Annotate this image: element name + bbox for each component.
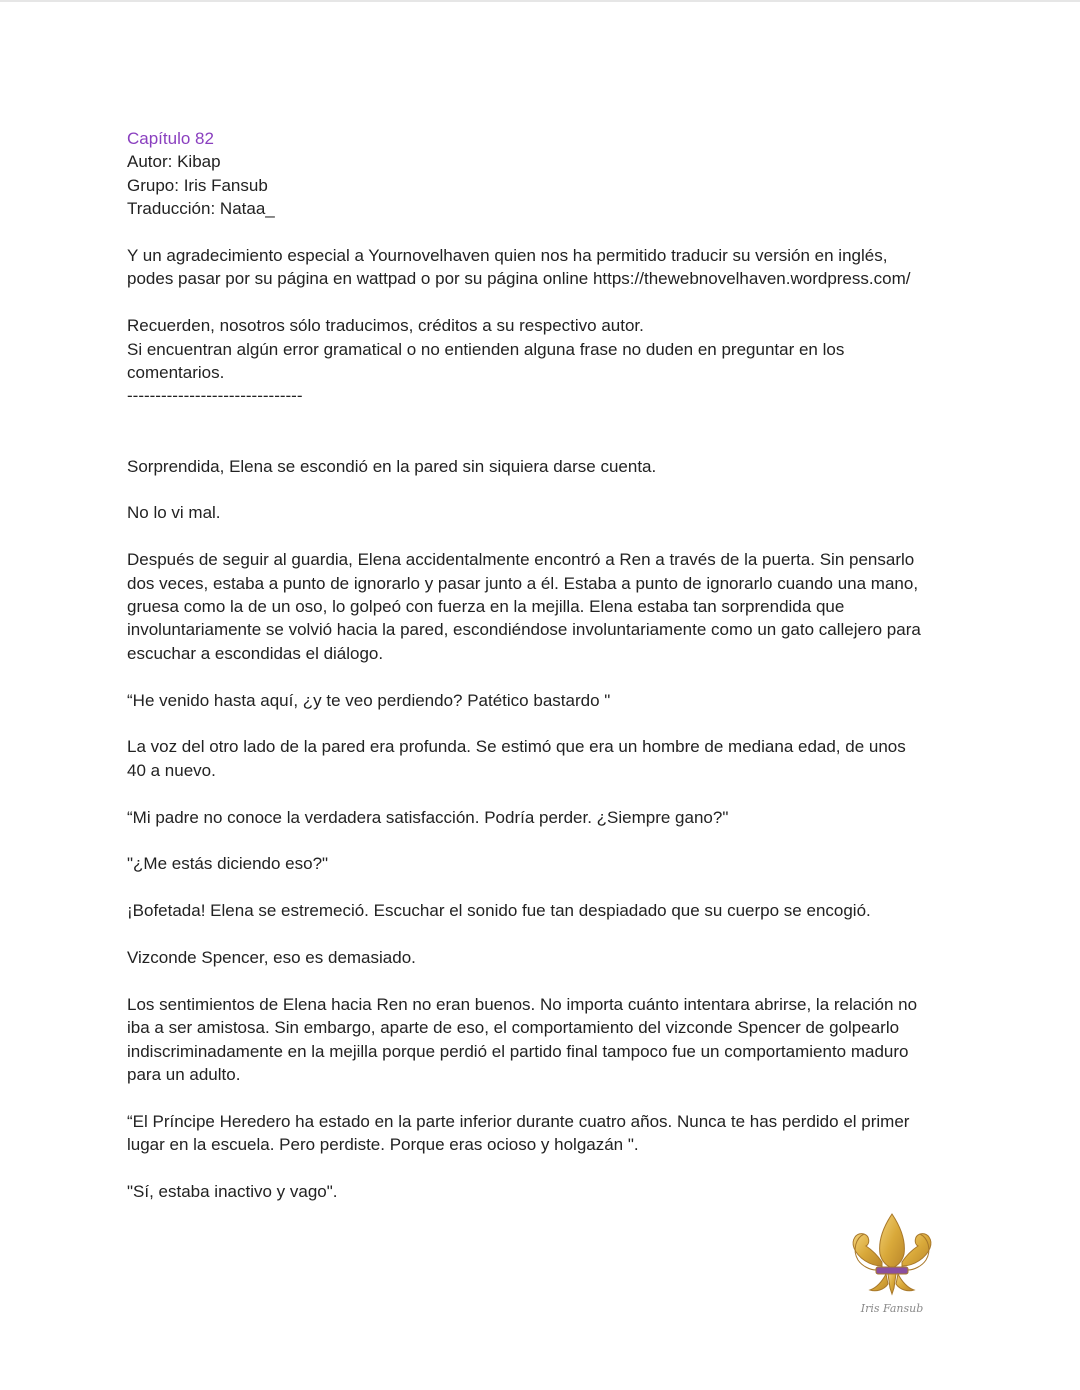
paragraph-line: iba a ser amistosa. Sin embargo, aparte de eso, el comportamiento del vizconde Spencer de golpearlo [127,1018,900,1038]
paragraph [127,806,967,829]
page-top-border [0,0,1080,2]
paragraph [127,455,967,478]
chapter-title: Capítulo 82 [127,129,214,148]
paragraph [127,689,967,712]
chapter-header [127,127,967,221]
paragraph-line: escuchar a escondidas el diálogo. [127,643,384,663]
notice-line: Recuerden, nosotros sólo traducimos, créditos a su respectivo autor. [127,316,644,336]
paragraph [127,993,967,1087]
paragraph [127,735,967,782]
paragraph-line: Los sentimientos de Elena hacia Ren no eran buenos. No importa cuánto intentara abrirse, la relación no [127,994,918,1014]
paragraph-line: 40 a nuevo. [127,760,216,780]
group-line: Grupo: Iris Fansub [127,175,268,195]
spacer [127,408,967,455]
paragraph-line: lugar en la escuela. Pero perdiste. Porque eras ocioso y holgazán ". [127,1135,639,1155]
paragraph-line: gruesa como la de un oso, lo golpeó con fuerza en la mejilla. Elena estaba tan sorprendida que [127,597,845,617]
paragraph-line: indiscriminadamente en la mejilla porque perdió el partido final tampoco fue un comportamiento maduro [127,1041,909,1061]
paragraph [127,548,967,665]
paragraph-line: “El Príncipe Heredero ha estado en la parte inferior durante cuatro años. Nunca te has perdido el primer [127,1111,910,1131]
translation-line: Traducción: Nataa_ [127,199,275,219]
notice-line: comentarios. [127,363,225,383]
paragraph [127,501,967,524]
paragraph-line: involuntariamente se volvió hacia la pared, escondiéndose involuntariamente como un gato callejero para [127,620,921,640]
paragraph-line: “Mi padre no conoce la verdadera satisfacción. Podría perder. ¿Siempre gano?" [127,807,729,827]
paragraph [127,852,967,875]
paragraph [127,946,967,969]
paragraph-line: Sorprendida, Elena se escondió en la pared sin siquiera darse cuenta. [127,456,657,476]
paragraph-line: "¿Me estás diciendo eso?" [127,854,329,874]
paragraph [127,1110,967,1157]
paragraph-line: No lo vi mal. [127,503,221,523]
story-body [127,455,967,1204]
author-line: Autor: Kibap [127,152,221,172]
acknowledgement [127,244,967,291]
paragraph [127,1180,967,1203]
paragraph [127,899,967,922]
iris-fansub-logo [842,1210,942,1330]
paragraph-line: para un adulto. [127,1065,241,1085]
paragraph-line: dos veces, estaba a punto de ignorarlo y pasar junto a él. Estaba a punto de ignorarlo cuando una mano, [127,573,919,593]
document-page [127,127,967,1227]
divider-line: ------------------------------- [127,386,303,406]
acknowledgement-line: podes pasar por su página en wattpad o por su página online https://thewebnovelhaven.wordpress.com/ [127,269,911,289]
paragraph-line: “He venido hasta aquí, ¿y te veo perdiendo? Patético bastardo " [127,690,611,710]
acknowledgement-line: Y un agradecimiento especial a Yournovelhaven quien nos ha permitido traducir su versión en inglés, [127,246,888,266]
paragraph-line: "Sí, estaba inactivo y vago". [127,1182,338,1202]
paragraph-line: Vizconde Spencer, eso es demasiado. [127,948,416,968]
paragraph-line: Después de seguir al guardia, Elena accidentalmente encontró a Ren a través de la puerta. Sin pensarlo [127,550,915,570]
paragraph-line: ¡Bofetada! Elena se estremeció. Escuchar el sonido fue tan despiadado que su cuerpo se encogió. [127,901,871,921]
notice [127,314,967,408]
paragraph-line: La voz del otro lado de la pared era profunda. Se estimó que era un hombre de mediana edad, de unos [127,737,906,757]
notice-line: Si encuentran algún error gramatical o no entienden alguna frase no duden en preguntar en los [127,339,845,359]
fleur-de-lis-icon [842,1210,942,1305]
logo-signature: Iris Fansub [860,1302,924,1315]
